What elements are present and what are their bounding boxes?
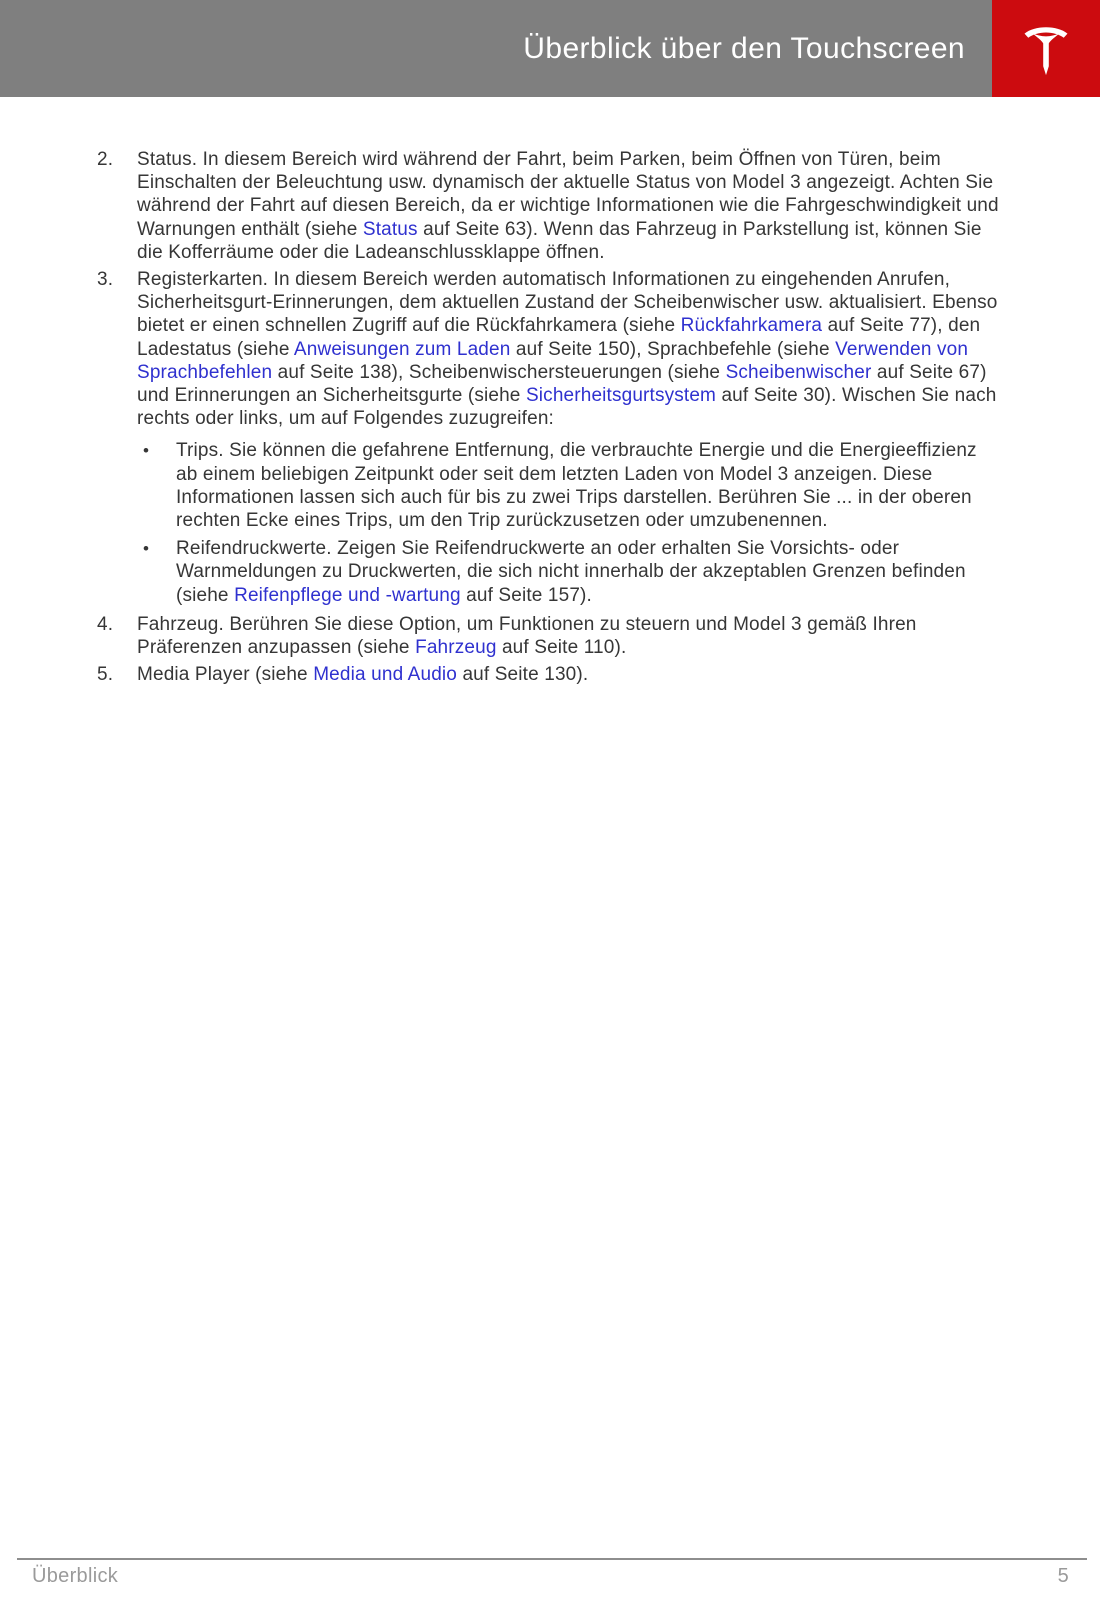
reifenpflege-und-wartung-link[interactable]: Reifenpflege und -wartung	[234, 584, 461, 606]
bullet-text	[176, 439, 1002, 532]
status-link[interactable]: Status	[362, 218, 418, 240]
list-item-text	[137, 613, 1002, 659]
numbered-list	[97, 148, 1017, 686]
tesla-logo-box	[992, 0, 1100, 97]
text-run: Fahrzeug. Berühren Sie diese Option, um Funktionen zu steuern und Model 3 gemäß Ihren Präferenzen anzupassen (siehe	[137, 613, 917, 659]
text-run: Registerkarten. In diesem Bereich werden automatisch Informationen zu eingehenden Anrufen, Sicherheitsgurt-Erinnerungen, dem aktuellen Zustand der Scheibenwischer usw. aktualisiert. Ebenso bietet er einen schnellen Zugriff auf die Rückfahrkamera (siehe	[137, 269, 998, 337]
bullet-icon: •	[143, 441, 150, 461]
list-item-2	[97, 148, 1017, 264]
list-item-text	[137, 268, 1002, 609]
text-run: auf Seite 110).	[496, 637, 627, 659]
text-run: auf Seite 157).	[460, 584, 592, 606]
bullet-list	[137, 430, 1002, 606]
footer-section-label: Überblick	[32, 1565, 119, 1587]
anweisungen-zum-laden-link[interactable]: Anweisungen zum Laden	[293, 338, 511, 360]
text-run: Status. In diesem Bereich wird während der Fahrt, beim Parken, beim Öffnen von Türen, beim Einschalten der Beleuchtung usw. dynamisch der aktuelle Status von Model 3 angezeigt. Achten Sie während der Fahrt auf diesen Bereich, da er wichtige Informationen wie die Fahrgeschwindigkeit und Warnungen enthält (siehe	[137, 149, 999, 240]
verwenden-von-sprachbefehlen-link[interactable]: Verwenden von Sprachbefehlen	[137, 338, 969, 383]
list-item-text	[137, 148, 1002, 264]
sicherheitsgurtsystem-link[interactable]: Sicherheitsgurtsystem	[525, 385, 717, 407]
list-item-3	[97, 268, 1017, 609]
text-run: Reifendruckwerte. Zeigen Sie Reifendruckwerte an oder erhalten Sie Vorsichts- oder Warnmeldungen zu Druckwerten, die sich nicht innerhalb der akzeptablen Grenzen befinden (siehe	[176, 538, 966, 606]
text-run: auf Seite 30). Wischen Sie nach rechts oder links, um auf Folgendes zuzugreifen:	[137, 385, 997, 430]
page-footer	[17, 1558, 1087, 1588]
bullet-icon: •	[143, 539, 150, 559]
fahrzeug-link[interactable]: Fahrzeug	[415, 637, 497, 659]
text-run: auf Seite 67) und Erinnerungen an Sicherheitsgurte (siehe	[137, 361, 987, 407]
list-item-number: 2.	[97, 149, 114, 170]
bullet-text	[176, 537, 1002, 607]
list-item-number: 5.	[97, 664, 114, 686]
text-run: auf Seite 138), Scheibenwischersteuerungen (siehe	[272, 361, 726, 383]
text-run: Trips. Sie können die gefahrene Entfernung, die verbrauchte Energie und die Energieeffizienz ab einem beliebigen Zeitpunkt oder seit dem letzten Laden von Model 3 anzeigen. Diese Informationen lassen sich auch für bis zu zwei Trips darstellen. Berühren Sie ... in der oberen rechten Ecke eines Trips, um den Trip zurückzusetzen oder umzubenennen.	[176, 440, 977, 532]
content-area	[97, 148, 1017, 690]
list-item-text	[137, 663, 1002, 686]
scheibenwischer-link[interactable]: Scheibenwischer	[725, 361, 872, 383]
media-und-audio-link[interactable]: Media und Audio	[313, 664, 458, 686]
list-item-4	[97, 613, 1017, 659]
ruckfahrkamera-link[interactable]: Rückfahrkamera	[680, 315, 823, 337]
list-item-number: 3.	[97, 269, 114, 291]
bullet-item	[137, 439, 1002, 532]
text-run: auf Seite 77), den Ladestatus (siehe	[137, 315, 981, 360]
text-run: auf Seite 130).	[457, 664, 589, 686]
text-run: auf Seite 150), Sprachbefehle (siehe	[510, 338, 836, 360]
footer-page-number: 5	[1057, 1565, 1069, 1587]
list-item-number: 4.	[97, 613, 114, 635]
text-run: Media Player (siehe	[137, 664, 314, 686]
list-item-5	[97, 663, 1017, 686]
tesla-t-icon	[1016, 21, 1076, 77]
bullet-item	[137, 537, 1002, 607]
page-header	[0, 0, 1100, 97]
text-run: auf Seite 63). Wenn das Fahrzeug in Parkstellung ist, können Sie die Kofferräume oder die Ladeanschlussklappe öffnen.	[137, 218, 982, 263]
page-title: Überblick über den Touchscreen	[523, 32, 965, 65]
